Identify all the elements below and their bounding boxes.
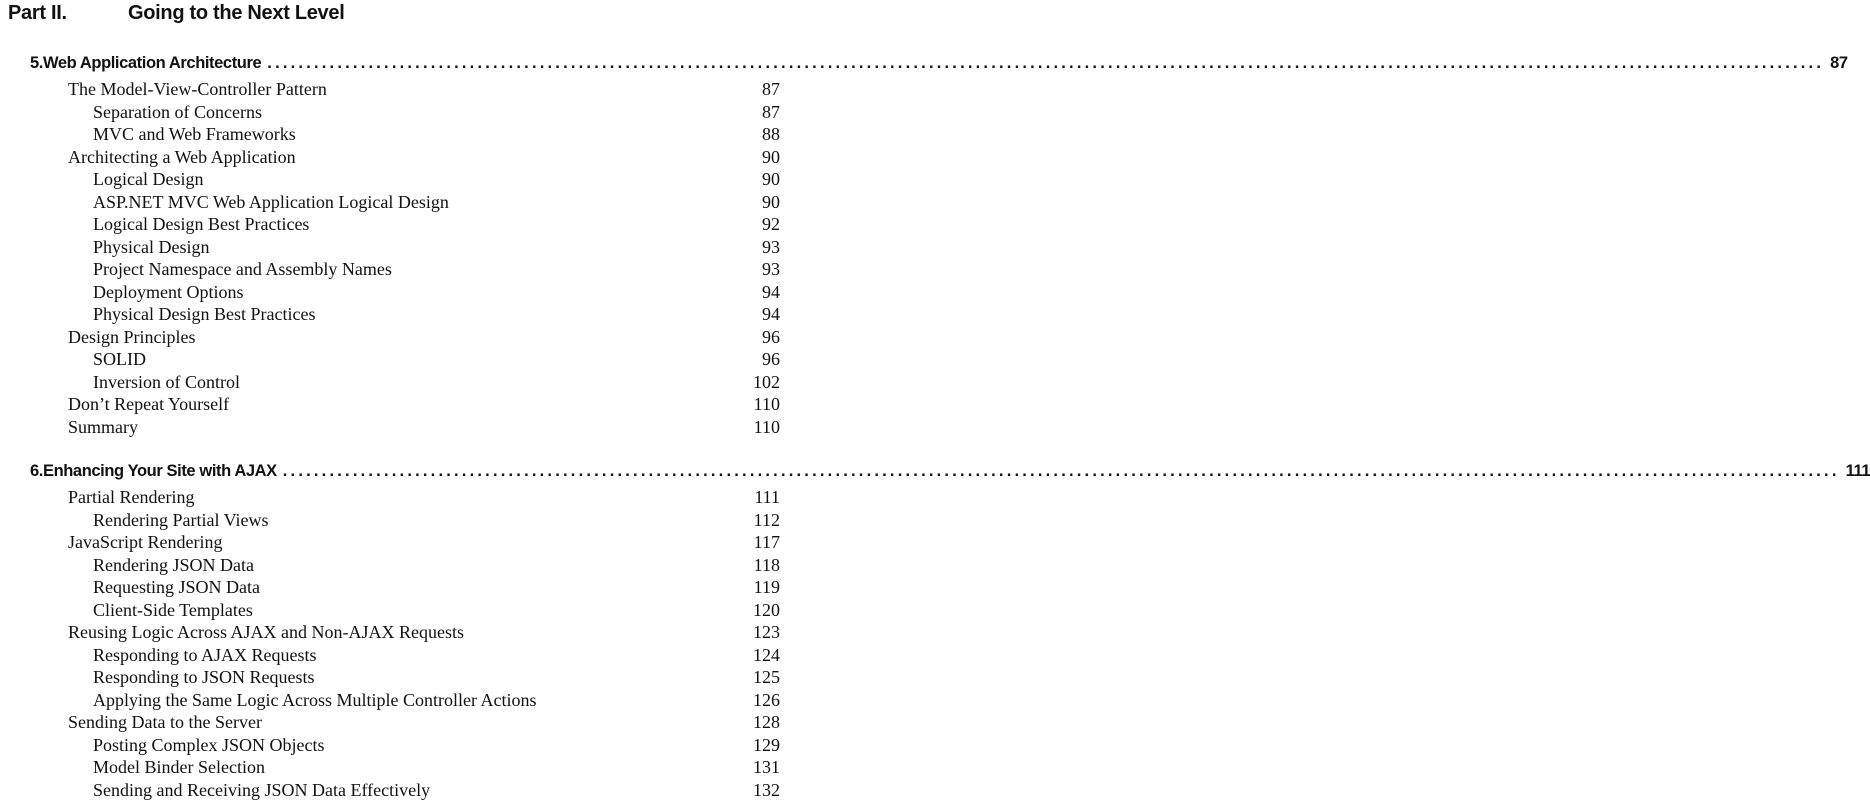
entry-title: Physical Design (93, 236, 210, 258)
entry-page-number: 111 (754, 486, 780, 508)
toc-subsection[interactable] (93, 281, 780, 304)
chapter-page-number: 87 (1830, 54, 1848, 73)
entry-title: Sending Data to the Server (68, 711, 262, 733)
entry-title: Logical Design Best Practices (93, 213, 309, 235)
entry-page-number: 110 (754, 393, 780, 415)
entry-title: Deployment Options (93, 281, 244, 303)
part-title: Going to the Next Level (128, 2, 344, 24)
entry-page-number: 92 (762, 213, 780, 235)
toc-subsection[interactable] (93, 554, 780, 577)
entry-title: Responding to AJAX Requests (93, 644, 317, 666)
entry-title: Partial Rendering (68, 486, 194, 508)
entry-page-number: 128 (753, 711, 780, 733)
entry-title: Don’t Repeat Yourself (68, 393, 229, 415)
entry-page-number: 90 (762, 191, 780, 213)
part-heading (8, 0, 344, 26)
toc-subsection[interactable] (93, 644, 780, 667)
entry-title: Rendering JSON Data (93, 554, 254, 576)
chapter-page-number: 111 (1846, 462, 1870, 481)
entry-title: Client-Side Templates (93, 599, 253, 621)
toc-subsection[interactable] (93, 689, 780, 712)
toc-subsection[interactable] (93, 101, 780, 124)
entry-title: Separation of Concerns (93, 101, 262, 123)
entry-title: Model Binder Selection (93, 756, 265, 778)
chapter-number: 6. (30, 462, 43, 481)
entry-page-number: 119 (754, 576, 780, 598)
entry-page-number: 93 (762, 236, 780, 258)
entry-page-number: 94 (762, 303, 780, 325)
entry-page-number: 118 (754, 554, 780, 576)
toc-subsection[interactable] (93, 258, 780, 281)
entry-title: Applying the Same Logic Across Multiple Controller Actions (93, 689, 536, 711)
toc-subsection[interactable] (93, 509, 780, 532)
chapter-title: Web Application Architecture (43, 54, 261, 73)
toc-subsection[interactable] (93, 123, 780, 146)
chapter-heading[interactable] (30, 462, 783, 486)
dot-leader: ........................................................................................................................................................................................................ (283, 462, 1840, 481)
entry-title: JavaScript Rendering (68, 531, 222, 553)
entry-title: MVC and Web Frameworks (93, 123, 296, 145)
entry-page-number: 132 (753, 779, 780, 801)
toc-subsection[interactable] (93, 191, 780, 214)
toc-subsection[interactable] (93, 236, 780, 259)
entry-page-number: 129 (753, 734, 780, 756)
toc-section[interactable] (68, 326, 780, 349)
toc-section[interactable] (68, 393, 780, 416)
entry-page-number: 126 (753, 689, 780, 711)
part-number: Part II. (8, 0, 128, 26)
toc-section[interactable] (68, 531, 780, 554)
entry-page-number: 112 (754, 509, 780, 531)
entry-title: Posting Complex JSON Objects (93, 734, 325, 756)
entry-page-number: 110 (754, 416, 780, 438)
entry-title: Logical Design (93, 168, 203, 190)
toc-subsection[interactable] (93, 756, 780, 779)
entry-page-number: 120 (753, 599, 780, 621)
entry-title: Sending and Receiving JSON Data Effectively (93, 779, 430, 801)
entry-page-number: 87 (762, 101, 780, 123)
toc-subsection[interactable] (93, 371, 780, 394)
toc-subsection[interactable] (93, 576, 780, 599)
entry-page-number: 117 (754, 531, 780, 553)
entry-title: Architecting a Web Application (68, 146, 296, 168)
toc-subsection[interactable] (93, 734, 780, 757)
entry-title: Inversion of Control (93, 371, 240, 393)
toc-subsection[interactable] (93, 303, 780, 326)
entry-page-number: 96 (762, 326, 780, 348)
toc-section[interactable] (68, 711, 780, 734)
dot-leader: ........................................................................................................................................................................................................ (267, 54, 1824, 73)
entry-page-number: 131 (753, 756, 780, 778)
entry-page-number: 94 (762, 281, 780, 303)
entry-page-number: 124 (753, 644, 780, 666)
toc-section[interactable] (68, 78, 780, 101)
toc-section[interactable] (68, 416, 780, 439)
entry-title: Project Namespace and Assembly Names (93, 258, 392, 280)
toc-section[interactable] (68, 486, 780, 509)
chapter-number: 5. (30, 54, 43, 73)
entry-title: Physical Design Best Practices (93, 303, 315, 325)
toc-subsection[interactable] (93, 213, 780, 236)
entry-page-number: 96 (762, 348, 780, 370)
entry-title: Responding to JSON Requests (93, 666, 315, 688)
chapter-title: Enhancing Your Site with AJAX (43, 462, 277, 481)
entry-page-number: 102 (753, 371, 780, 393)
toc-subsection[interactable] (93, 666, 780, 689)
entry-title: Design Principles (68, 326, 196, 348)
entry-page-number: 90 (762, 168, 780, 190)
toc-subsection[interactable] (93, 599, 780, 622)
toc-subsection[interactable] (93, 168, 780, 191)
toc-subsection[interactable] (93, 348, 780, 371)
entry-title: The Model-View-Controller Pattern (68, 78, 327, 100)
entry-title: ASP.NET MVC Web Application Logical Design (93, 191, 449, 213)
toc-subsection[interactable] (93, 779, 780, 801)
entry-page-number: 123 (753, 621, 780, 643)
entry-title: Summary (68, 416, 138, 438)
entry-page-number: 93 (762, 258, 780, 280)
entry-page-number: 90 (762, 146, 780, 168)
toc-section[interactable] (68, 621, 780, 644)
entry-page-number: 87 (762, 78, 780, 100)
entry-page-number: 125 (753, 666, 780, 688)
entry-title: Requesting JSON Data (93, 576, 260, 598)
entry-title: SOLID (93, 348, 146, 370)
entry-title: Rendering Partial Views (93, 509, 269, 531)
toc-section[interactable] (68, 146, 780, 169)
chapter-heading[interactable] (30, 54, 783, 78)
entry-title: Reusing Logic Across AJAX and Non-AJAX Requests (68, 621, 464, 643)
entry-page-number: 88 (762, 123, 780, 145)
